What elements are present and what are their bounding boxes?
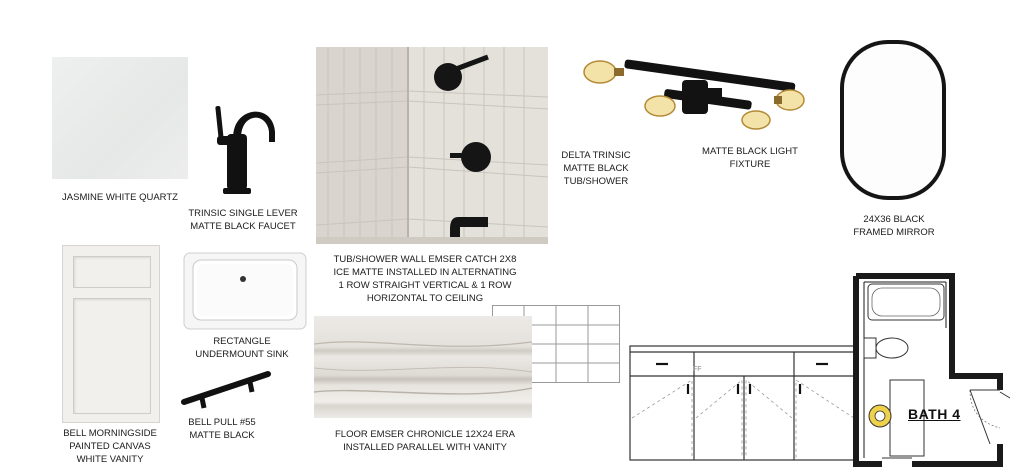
shower-trim-line-1: DELTA TRINSIC: [561, 150, 631, 161]
tile-label-line-3: 1 ROW STRAIGHT VERTICAL & 1 ROW: [338, 280, 512, 291]
faucet-image: [205, 98, 280, 196]
floor-label: [310, 428, 540, 454]
mirror-label-line-2: FRAMED MIRROR: [853, 227, 935, 238]
faucet-label: [180, 207, 306, 233]
light-fixture-image: [582, 58, 808, 132]
light-label-line-2: FIXTURE: [729, 159, 771, 170]
plan-room-label: BATH 4: [908, 406, 961, 422]
shower-trim-line-3: TUB/SHOWER: [563, 176, 629, 187]
vanity-elevation-mark: FF: [693, 366, 702, 373]
vanity-label-line-1: BELL MORNINGSIDE: [63, 428, 157, 439]
light-label: [690, 145, 810, 171]
floor-label-line-2: INSTALLED PARALLEL WITH VANITY: [343, 442, 507, 453]
floor-label-line-1: FLOOR EMSER CHRONICLE 12X24 ERA: [334, 429, 516, 440]
quartz-label-line: JASMINE WHITE QUARTZ: [62, 192, 178, 203]
shower-tile-photo: [316, 47, 548, 244]
pull-image: [180, 366, 272, 410]
pull-label: [170, 416, 274, 442]
mirror-label-line-1: 24X36 BLACK: [863, 214, 925, 225]
floor-plan-drawing: [852, 268, 1020, 470]
pull-label-line-1: BELL PULL #55: [188, 417, 256, 428]
floor-tile-photo: [314, 316, 532, 418]
quartz-label: [40, 191, 200, 204]
tile-label-line-2: ICE MATTE INSTALLED IN ALTERNATING: [333, 267, 517, 278]
shower-trim-label: [548, 149, 644, 188]
tile-label-line-4: HORIZONTAL TO CEILING: [366, 293, 484, 304]
tile-label-line-1: TUB/SHOWER WALL EMSER CATCH 2X8: [333, 254, 517, 265]
light-label-line-1: MATTE BLACK LIGHT: [702, 146, 798, 157]
vanity-label-line-3: WHITE VANITY: [76, 454, 144, 465]
pull-label-line-2: MATTE BLACK: [189, 430, 255, 441]
sink-image: [183, 252, 307, 330]
mirror-label: [834, 213, 954, 239]
sink-label: [182, 335, 302, 361]
vanity-door-image: [62, 245, 160, 423]
sink-label-line-2: UNDERMOUNT SINK: [195, 349, 289, 360]
quartz-swatch-image: [52, 57, 188, 179]
vanity-elevation-drawing: [628, 340, 860, 466]
vanity-label: [40, 427, 180, 466]
mirror-image: [840, 40, 946, 200]
vanity-label-line-2: PAINTED CANVAS: [69, 441, 151, 452]
shower-trim-line-2: MATTE BLACK: [563, 163, 629, 174]
faucet-label-line-2: MATTE BLACK FAUCET: [190, 221, 296, 232]
tile-label: [310, 253, 540, 305]
sink-label-line-1: RECTANGLE: [213, 336, 271, 347]
faucet-label-line-1: TRINSIC SINGLE LEVER: [188, 208, 298, 219]
